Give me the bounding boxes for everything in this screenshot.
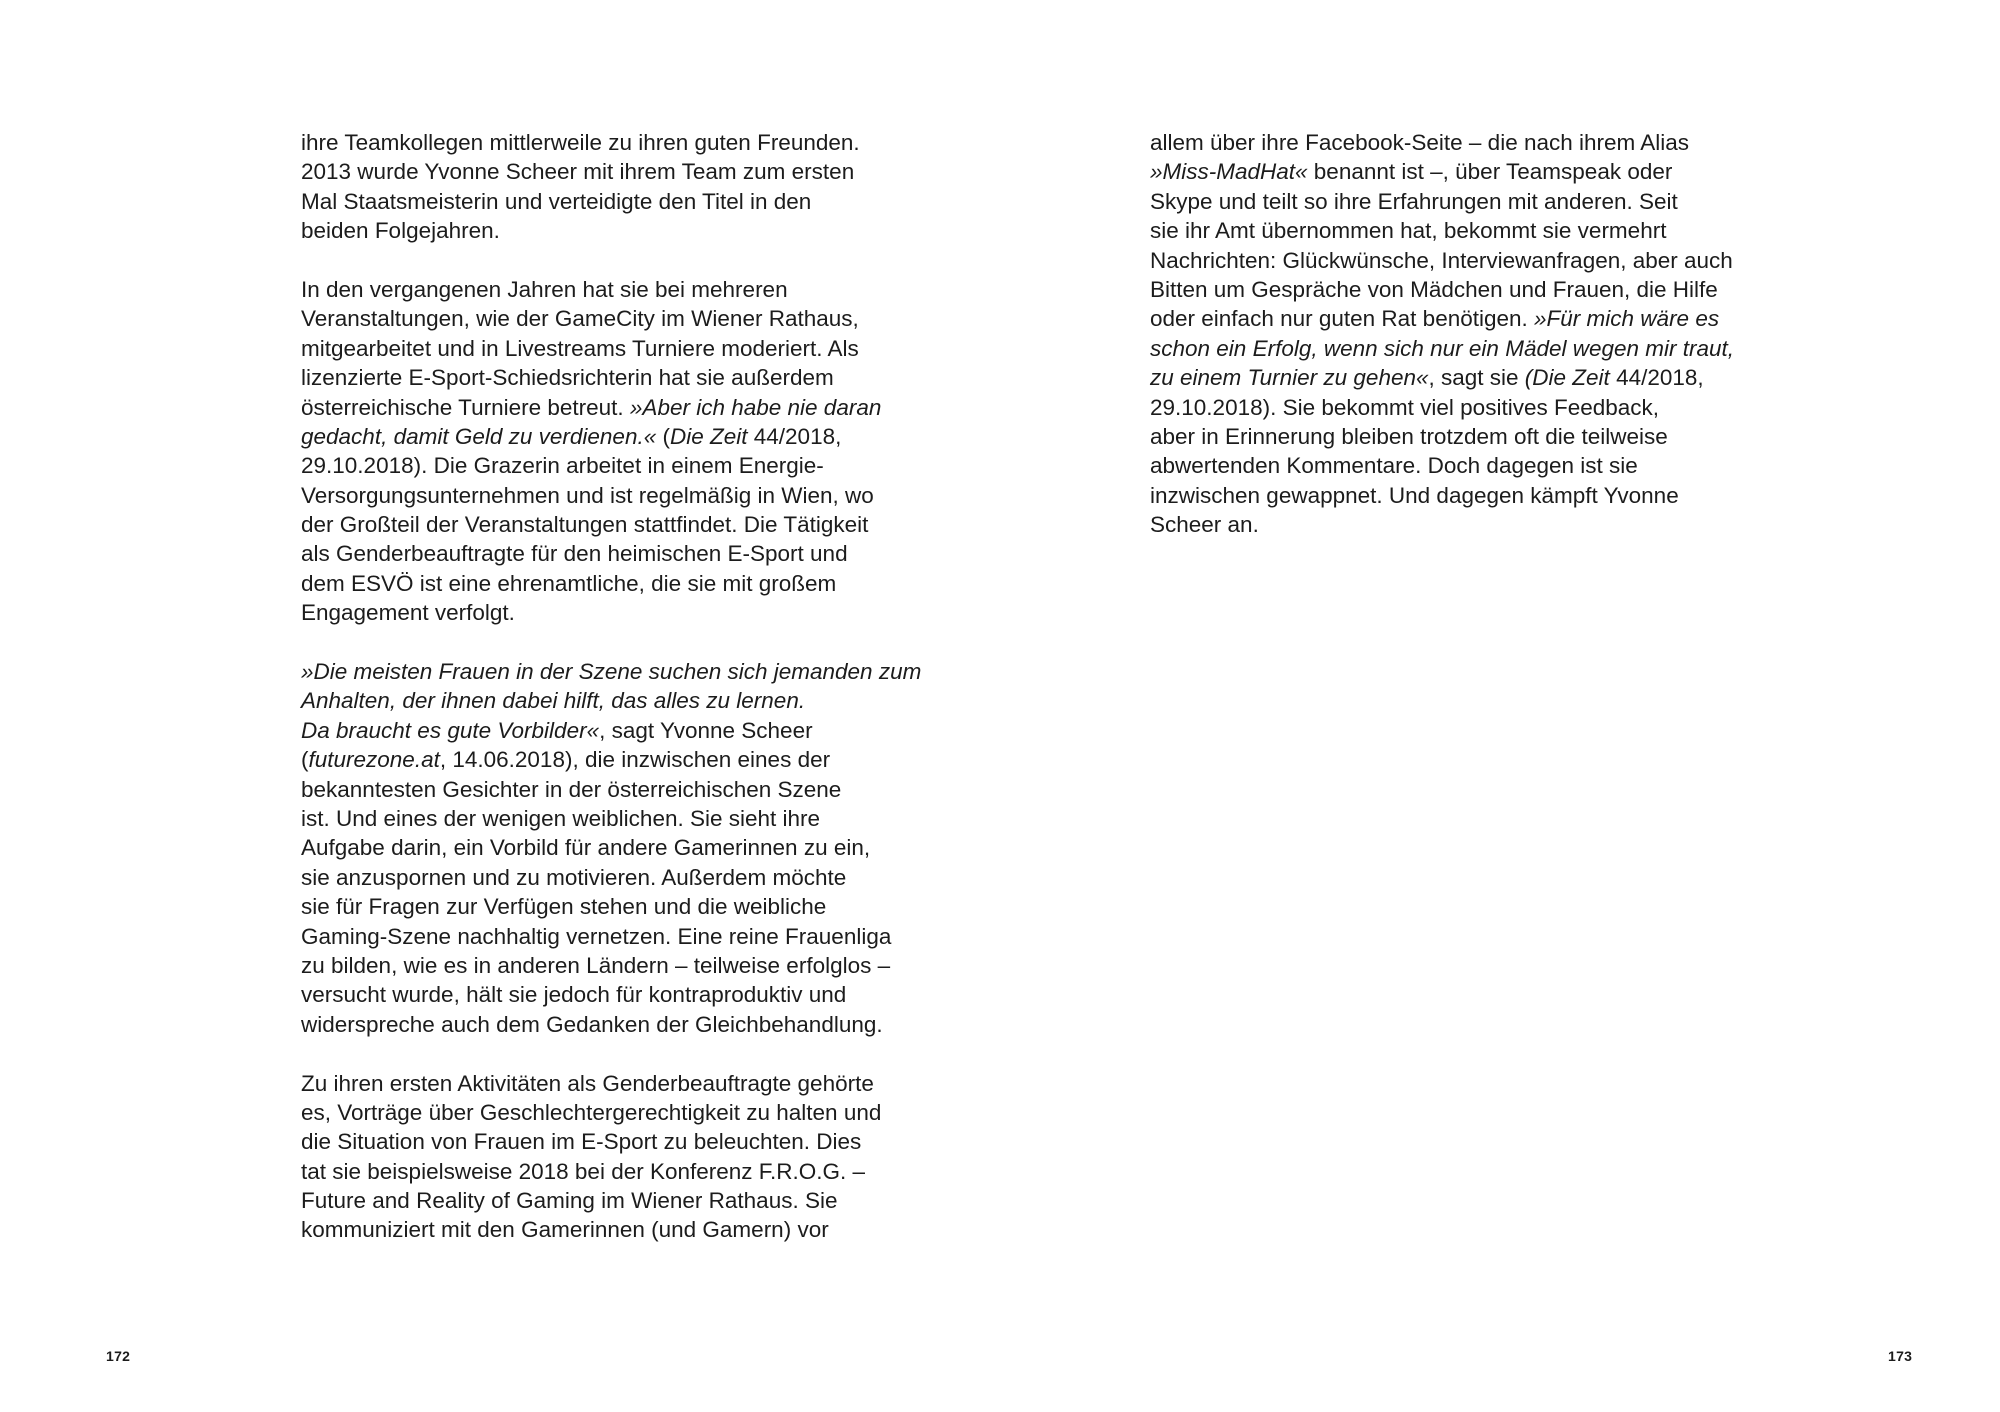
text-line bbox=[301, 980, 901, 1009]
page-number-left: 172 bbox=[106, 1348, 131, 1364]
body-text: ( bbox=[656, 423, 670, 449]
body-text: 29.10.2018). Die Grazerin arbeitet in einem Energie- bbox=[301, 453, 824, 479]
text-line bbox=[301, 598, 901, 627]
text-line bbox=[301, 275, 901, 304]
text-line bbox=[301, 157, 901, 186]
text-line bbox=[1150, 128, 1770, 157]
body-text: Bitten um Gespräche von Mädchen und Frauen, die Hilfe bbox=[1150, 276, 1718, 302]
right-page bbox=[1000, 0, 2000, 1412]
body-text: sie für Fragen zur Verfügen stehen und die weibliche bbox=[301, 894, 827, 920]
body-text: 29.10.2018). Sie bekommt viel positives Feedback, bbox=[1150, 394, 1660, 420]
text-line bbox=[301, 657, 922, 686]
body-text: ist. Und eines der wenigen weiblichen. Sie sieht ihre bbox=[301, 805, 821, 831]
text-line bbox=[1150, 510, 1770, 539]
text-line bbox=[301, 686, 901, 715]
body-text: der Großteil der Veranstaltungen stattfindet. Die Tätigkeit bbox=[301, 512, 869, 538]
text-line bbox=[1150, 187, 1770, 216]
body-text: inzwischen gewappnet. Und dagegen kämpft Yvonne bbox=[1150, 482, 1679, 508]
body-text: benannt ist –, über Teamspeak oder bbox=[1307, 159, 1673, 185]
body-text: lizenzierte E-Sport-Schiedsrichterin hat sie außerdem bbox=[301, 365, 834, 391]
body-text: 2013 wurde Yvonne Scheer mit ihrem Team zum ersten bbox=[301, 159, 855, 185]
body-text: ( bbox=[301, 747, 309, 773]
text-line bbox=[301, 951, 901, 980]
body-text: Gaming-Szene nachhaltig vernetzen. Eine reine Frauenliga bbox=[301, 923, 892, 949]
body-text: Nachrichten: Glückwünsche, Interviewanfragen, aber auch bbox=[1150, 247, 1733, 273]
body-text: 44/2018, bbox=[1609, 365, 1704, 391]
body-text: es, Vorträge über Geschlechtergerechtigkeit zu halten und bbox=[301, 1099, 882, 1125]
paragraph-break bbox=[301, 1039, 901, 1068]
text-line bbox=[301, 1215, 901, 1244]
italic-text: »Aber ich habe nie daran bbox=[629, 394, 882, 420]
body-text: die Situation von Frauen im E-Sport zu beleuchten. Dies bbox=[301, 1129, 862, 1155]
italic-text: zu einem Turnier zu gehen« bbox=[1150, 365, 1429, 391]
text-line bbox=[1150, 334, 1770, 363]
body-text: österreichische Turniere betreut. bbox=[301, 394, 630, 420]
text-line bbox=[301, 510, 901, 539]
body-text: , sagt sie bbox=[1428, 365, 1525, 391]
text-line bbox=[301, 804, 901, 833]
text-line bbox=[1150, 216, 1770, 245]
body-text: 44/2018, bbox=[747, 423, 842, 449]
text-line bbox=[1150, 363, 1770, 392]
text-line bbox=[301, 863, 901, 892]
text-line bbox=[301, 304, 901, 333]
text-line bbox=[1150, 393, 1770, 422]
body-text: abwertenden Kommentare. Doch dagegen ist sie bbox=[1150, 453, 1638, 479]
italic-text: Die Zeit bbox=[669, 423, 748, 449]
paragraph-break bbox=[301, 628, 901, 657]
body-text: Aufgabe darin, ein Vorbild für andere Gamerinnen zu ein, bbox=[301, 835, 871, 861]
paragraph-break bbox=[301, 246, 901, 275]
italic-text: »Die meisten Frauen in der Szene suchen sich jemanden zum bbox=[301, 659, 922, 685]
italic-text: schon ein Erfolg, wenn sich nur ein Mädel wegen mir traut, bbox=[1150, 335, 1735, 361]
body-text: mitgearbeitet und in Livestreams Turniere moderiert. Als bbox=[301, 335, 859, 361]
text-line bbox=[1150, 304, 1770, 333]
body-text: Scheer an. bbox=[1150, 512, 1259, 538]
text-line bbox=[1150, 246, 1770, 275]
text-line bbox=[301, 422, 901, 451]
italic-text: »Miss-MadHat« bbox=[1150, 159, 1308, 185]
text-line bbox=[301, 187, 901, 216]
text-line bbox=[301, 1157, 901, 1186]
body-text: sie ihr Amt übernommen hat, bekommt sie vermehrt bbox=[1150, 218, 1667, 244]
text-line bbox=[301, 334, 901, 363]
body-text: Engagement verfolgt. bbox=[301, 600, 515, 626]
right-text-column bbox=[1150, 128, 1770, 539]
italic-text: gedacht, damit Geld zu verdienen.« bbox=[301, 423, 657, 449]
text-line bbox=[1150, 481, 1770, 510]
body-text: zu bilden, wie es in anderen Ländern – teilweise erfolglos – bbox=[301, 952, 891, 978]
body-text: versucht wurde, hält sie jedoch für kontraproduktiv und bbox=[301, 982, 847, 1008]
body-text: als Genderbeauftragte für den heimischen E-Sport und bbox=[301, 541, 848, 567]
text-line bbox=[301, 922, 901, 951]
text-line bbox=[1150, 451, 1770, 480]
text-line bbox=[1150, 157, 1770, 186]
text-line bbox=[301, 1098, 901, 1127]
text-line bbox=[301, 393, 901, 422]
text-line bbox=[301, 1010, 901, 1039]
body-text: aber in Erinnerung bleiben trotzdem oft die teilweise bbox=[1150, 423, 1668, 449]
text-line bbox=[301, 716, 901, 745]
body-text: sie anzuspornen und zu motivieren. Außerdem möchte bbox=[301, 864, 847, 890]
body-text: Zu ihren ersten Aktivitäten als Genderbeauftragte gehörte bbox=[301, 1070, 874, 1096]
text-line bbox=[301, 569, 901, 598]
text-line bbox=[1150, 422, 1770, 451]
body-text: , 14.06.2018), die inzwischen eines der bbox=[439, 747, 831, 773]
text-line bbox=[301, 539, 901, 568]
text-line bbox=[301, 1127, 901, 1156]
italic-text: (Die Zeit bbox=[1524, 365, 1610, 391]
body-text: widerspreche auch dem Gedanken der Gleichbehandlung. bbox=[301, 1011, 883, 1037]
body-text: dem ESVÖ ist eine ehrenamtliche, die sie mit großem bbox=[301, 570, 837, 596]
text-line bbox=[301, 128, 901, 157]
text-line bbox=[301, 1186, 901, 1215]
body-text: beiden Folgejahren. bbox=[301, 218, 500, 244]
body-text: Skype und teilt so ihre Erfahrungen mit anderen. Seit bbox=[1150, 188, 1678, 214]
text-line bbox=[301, 892, 901, 921]
italic-text: »Für mich wäre es bbox=[1534, 306, 1720, 332]
text-line bbox=[1150, 275, 1770, 304]
italic-text: Anhalten, der ihnen dabei hilft, das alles zu lernen. bbox=[301, 688, 806, 714]
body-text: tat sie beispielsweise 2018 bei der Konferenz F.R.O.G. – bbox=[301, 1158, 866, 1184]
body-text: Mal Staatsmeisterin und verteidigte den Titel in den bbox=[301, 188, 812, 214]
text-line bbox=[301, 833, 901, 862]
page-number-right: 173 bbox=[1888, 1348, 1913, 1364]
body-text: bekanntesten Gesichter in der österreichischen Szene bbox=[301, 776, 842, 802]
body-text: Versorgungsunternehmen und ist regelmäßig in Wien, wo bbox=[301, 482, 874, 508]
text-line bbox=[301, 216, 901, 245]
italic-text: Da braucht es gute Vorbilder« bbox=[301, 717, 600, 743]
italic-text: futurezone.at bbox=[308, 747, 440, 773]
body-text: Veranstaltungen, wie der GameCity im Wiener Rathaus, bbox=[301, 306, 859, 332]
text-line bbox=[301, 481, 901, 510]
left-text-column bbox=[301, 128, 922, 1245]
text-line bbox=[301, 1069, 901, 1098]
body-text: In den vergangenen Jahren hat sie bei mehreren bbox=[301, 276, 788, 302]
body-text: allem über ihre Facebook-Seite – die nach ihrem Alias bbox=[1150, 130, 1690, 155]
body-text: oder einfach nur guten Rat benötigen. bbox=[1150, 306, 1535, 332]
text-line bbox=[301, 745, 901, 774]
body-text: kommuniziert mit den Gamerinnen (und Gamern) vor bbox=[301, 1217, 829, 1243]
body-text: ihre Teamkollegen mittlerweile zu ihren guten Freunden. bbox=[301, 130, 860, 155]
body-text: , sagt Yvonne Scheer bbox=[599, 717, 813, 743]
body-text: Future and Reality of Gaming im Wiener Rathaus. Sie bbox=[301, 1188, 838, 1214]
text-line bbox=[301, 775, 901, 804]
text-line bbox=[301, 451, 901, 480]
text-line bbox=[301, 363, 901, 392]
